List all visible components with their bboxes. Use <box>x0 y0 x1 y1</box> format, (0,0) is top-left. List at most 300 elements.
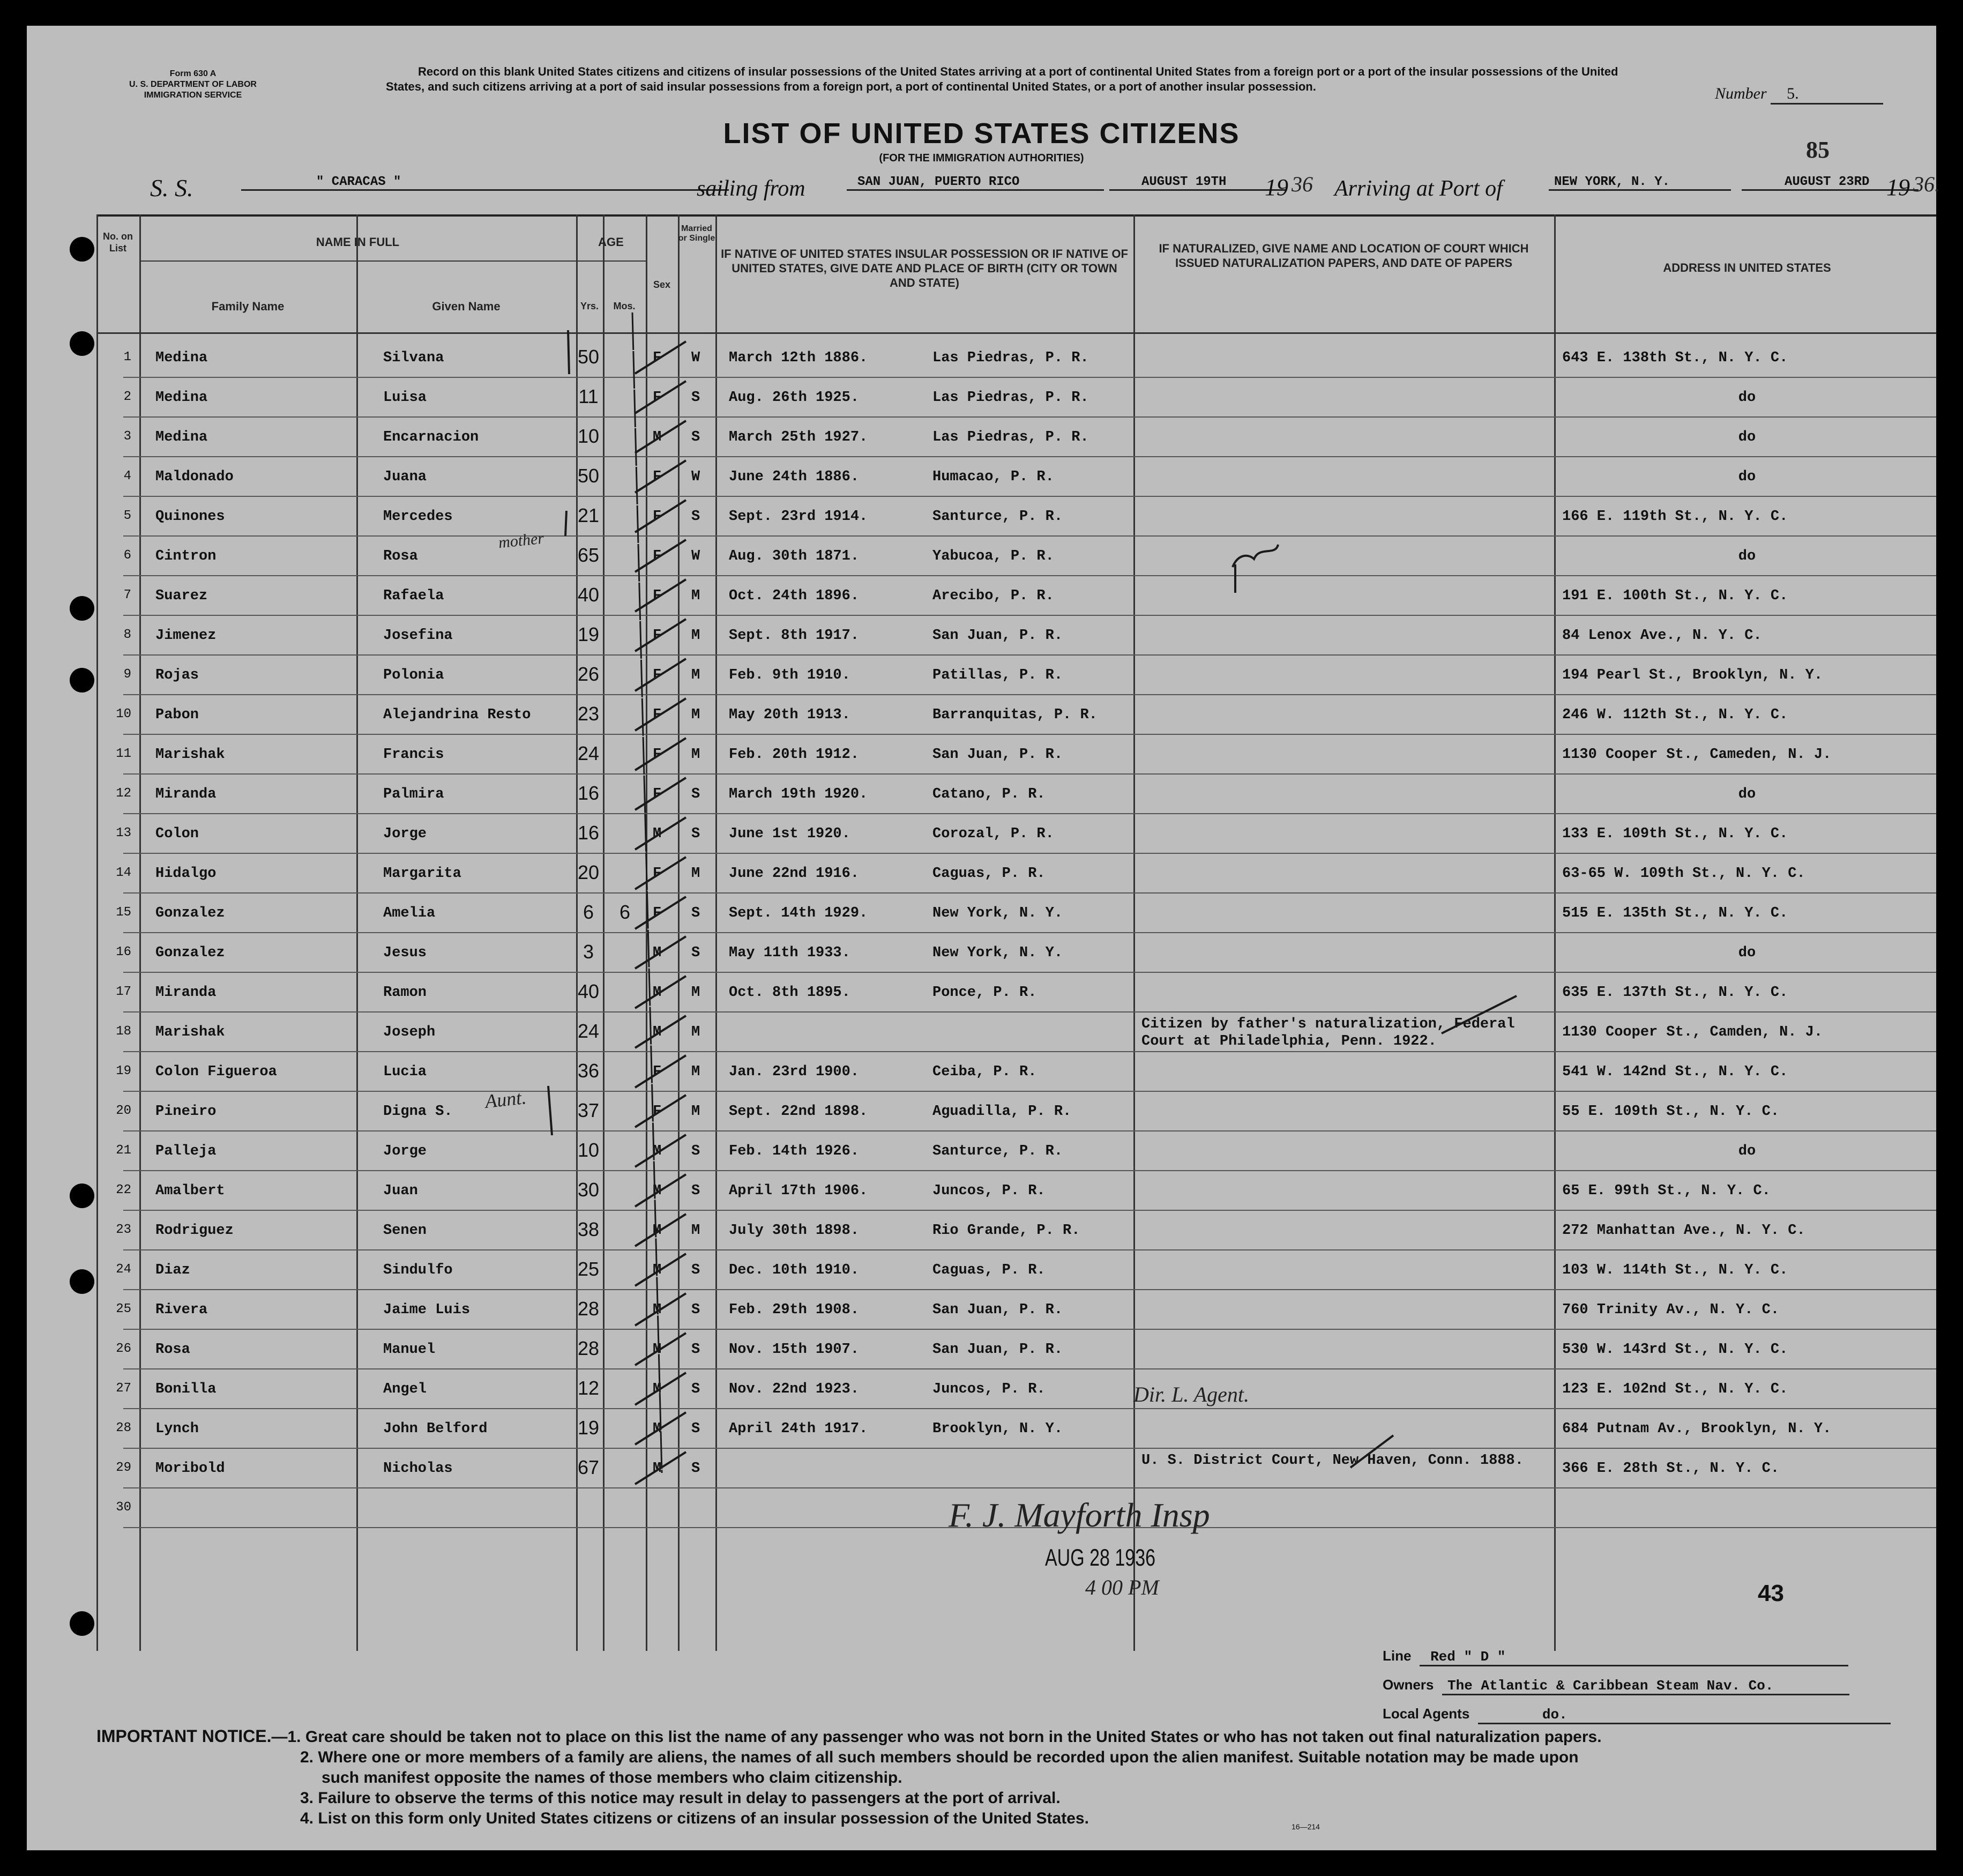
marital-status: S <box>691 1143 700 1159</box>
row-number: 4 <box>123 469 131 483</box>
given-name: Silvana <box>383 350 444 366</box>
ship-name: " CARACAS " <box>241 175 729 191</box>
birth-place: Humacao, P. R. <box>932 469 1054 485</box>
given-name: Nicholas <box>383 1461 453 1477</box>
age-years: 19 <box>577 623 600 645</box>
col-yrs: Yrs. <box>580 301 599 311</box>
address: do <box>1738 548 1756 564</box>
birth-date: April 24th 1917. <box>729 1421 868 1437</box>
sex: F <box>653 747 662 763</box>
sex: M <box>653 1342 662 1358</box>
birth-place: San Juan, P. R. <box>932 747 1063 763</box>
sex: F <box>653 905 662 921</box>
birth-date: Feb. 9th 1910. <box>729 667 850 683</box>
birth-place: Rio Grande, P. R. <box>932 1223 1080 1239</box>
notice-3: 3. Failure to observe the terms of this notice may result in delay to passengers at the port of arrival. <box>300 1789 1061 1807</box>
sex: M <box>653 945 662 961</box>
number-label: Number <box>1715 85 1767 102</box>
row-number: 21 <box>116 1143 131 1158</box>
age-years: 16 <box>577 782 600 804</box>
family-name: Miranda <box>155 985 217 1001</box>
row-number: 15 <box>116 905 131 920</box>
family-name: Miranda <box>155 786 217 802</box>
birth-date: July 30th 1898. <box>729 1223 860 1239</box>
owners-label: Owners <box>1383 1677 1434 1693</box>
given-name: Rosa <box>383 548 418 564</box>
sex: M <box>653 1024 662 1040</box>
sex: M <box>653 1183 662 1199</box>
address: 643 E. 138th St., N. Y. C. <box>1562 350 1788 366</box>
given-name: John Belford <box>383 1421 488 1437</box>
important-notice <box>96 1726 1929 1829</box>
address: 515 E. 135th St., N. Y. C. <box>1562 905 1788 921</box>
family-name: Bonilla <box>155 1381 217 1397</box>
marital-status: M <box>691 1223 700 1239</box>
row-number: 14 <box>116 866 131 880</box>
birth-place: Las Piedras, P. R. <box>932 429 1089 445</box>
address: 530 W. 143rd St., N. Y. C. <box>1562 1342 1788 1358</box>
birth-place: Patillas, P. R. <box>932 667 1063 683</box>
age-years: 23 <box>577 703 600 725</box>
birth-date: Jan. 23rd 1900. <box>729 1064 860 1080</box>
row-number: 26 <box>116 1342 131 1356</box>
birth-place: San Juan, P. R. <box>932 1342 1063 1358</box>
given-name: Palmira <box>383 786 444 802</box>
family-name: Medina <box>155 429 208 445</box>
birth-place: Ponce, P. R. <box>932 985 1037 1001</box>
row-number: 3 <box>123 429 131 444</box>
note-aunt: Aunt. <box>484 1086 527 1112</box>
birth-place: Ceiba, P. R. <box>932 1064 1037 1080</box>
notice-1: —1. Great care should be taken not to place on this list the name of any passenger who was not born in the United States or who has not taken out final naturalization papers. <box>271 1728 1602 1746</box>
col-name-in-full: NAME IN FULL <box>316 235 400 249</box>
given-name: Francis <box>383 747 444 763</box>
marital-status: M <box>691 1104 700 1120</box>
row-number: 13 <box>116 826 131 840</box>
sex: M <box>653 429 662 445</box>
manifest-sheet <box>27 26 1940 1850</box>
age-years: 36 <box>577 1060 600 1082</box>
birth-date: March 25th 1927. <box>729 429 868 445</box>
arrive-date: AUGUST 23RD <box>1742 175 1919 191</box>
row-number: 25 <box>116 1302 131 1316</box>
family-name: Cintron <box>155 548 217 564</box>
birth-place: Las Piedras, P. R. <box>932 390 1089 406</box>
family-name: Hidalgo <box>155 866 217 882</box>
sex: M <box>653 1223 662 1239</box>
sex: F <box>653 390 662 406</box>
page-subtitle: (FOR THE IMMIGRATION AUTHORITIES) <box>879 152 1084 164</box>
col-given-name: Given Name <box>432 300 501 313</box>
to-port: NEW YORK, N. Y. <box>1549 175 1731 191</box>
row-number: 28 <box>116 1421 131 1435</box>
birth-date: Feb. 29th 1908. <box>729 1302 860 1318</box>
birth-place: San Juan, P. R. <box>932 628 1063 644</box>
row-number: 9 <box>123 667 131 682</box>
row-number: 12 <box>116 786 131 801</box>
notice-heading: IMPORTANT NOTICE. <box>96 1726 272 1746</box>
birth-place: Arecibo, P. R. <box>932 588 1054 604</box>
birth-place: New York, N. Y. <box>932 905 1063 921</box>
family-name: Suarez <box>155 588 208 604</box>
given-name: Alejandrina Resto <box>383 707 531 723</box>
age-years: 50 <box>577 465 600 487</box>
sex: M <box>653 1421 662 1437</box>
birth-place: Brooklyn, N. Y. <box>932 1421 1063 1437</box>
marital-status: M <box>691 628 700 644</box>
birth-date: May 20th 1913. <box>729 707 850 723</box>
row-number: 11 <box>116 747 131 761</box>
col-no-on-list: No. on List <box>103 231 133 254</box>
birth-place: Caguas, P. R. <box>932 866 1046 882</box>
given-name: Digna S. <box>383 1104 453 1120</box>
row-number: 16 <box>116 945 131 959</box>
notice-2b: such manifest opposite the names of those members who claim citizenship. <box>322 1769 902 1786</box>
age-years: 3 <box>583 941 594 963</box>
sex: F <box>653 786 662 802</box>
row-number: 30 <box>116 1500 131 1515</box>
given-name: Lucia <box>383 1064 427 1080</box>
address: 1130 Cooper St., Cameden, N. J. <box>1562 747 1832 763</box>
row-number: 5 <box>123 509 131 523</box>
birth-date: Feb. 14th 1926. <box>729 1143 860 1159</box>
age-years: 67 <box>577 1456 600 1478</box>
row-number: 10 <box>116 707 131 721</box>
birth-date: June 24th 1886. <box>729 469 860 485</box>
family-name: Medina <box>155 350 208 366</box>
age-years: 10 <box>577 425 600 447</box>
footer-agents-field <box>1383 1706 1891 1724</box>
instructions: Record on this blank United States citizens and citizens of insular possessions of the United States arriving at a port of continental United States from a foreign port or a port of the insular possessions of the United States, and such citizens arriving at a port of said insular possessions from a foreign port, a port of continental United States, or a port of another insular possession. <box>386 65 1618 93</box>
birth-date: Dec. 10th 1910. <box>729 1262 860 1278</box>
birth-date: Sept. 8th 1917. <box>729 628 860 644</box>
ss-label: S. S. <box>150 174 193 202</box>
service: IMMIGRATION SERVICE <box>144 91 242 100</box>
given-name: Joseph <box>383 1024 436 1040</box>
birth-date: May 11th 1933. <box>729 945 850 961</box>
birth-place: Santurce, P. R. <box>932 1143 1063 1159</box>
inspector-signature: F. J. Mayforth Insp <box>949 1496 1210 1534</box>
family-name: Rosa <box>155 1342 190 1358</box>
family-name: Marishak <box>155 1024 225 1040</box>
birth-date: Nov. 22nd 1923. <box>729 1381 860 1397</box>
birth-place: Santurce, P. R. <box>932 509 1063 525</box>
given-name: Sindulfo <box>383 1262 453 1278</box>
family-name: Gonzalez <box>155 945 225 961</box>
address: 1130 Cooper St., Camden, N. J. <box>1562 1024 1823 1040</box>
page-number-top: 85 <box>1806 137 1830 163</box>
given-name: Luisa <box>383 390 427 406</box>
arriving-label: Arriving at Port of <box>1334 176 1503 201</box>
row-number: 29 <box>116 1461 131 1475</box>
sex: F <box>653 628 662 644</box>
marital-status: M <box>691 667 700 683</box>
age-years: 40 <box>577 584 600 606</box>
age-years: 40 <box>577 980 600 1002</box>
arrive-year-prefix: 19 <box>1886 174 1910 200</box>
col-sex: Sex <box>653 279 671 290</box>
age-years: 65 <box>577 544 600 566</box>
birth-date: Feb. 20th 1912. <box>729 747 860 763</box>
arrival-stamp-date: AUG 28 1936 <box>1045 1545 1156 1572</box>
given-name: Polonia <box>383 667 444 683</box>
agents-value: do. <box>1478 1707 1891 1724</box>
sex: M <box>653 1143 662 1159</box>
address: 541 W. 142nd St., N. Y. C. <box>1562 1064 1788 1080</box>
age-years: 28 <box>577 1298 600 1320</box>
age-years: 38 <box>577 1218 600 1240</box>
given-name: Rafaela <box>383 588 444 604</box>
address: 191 E. 100th St., N. Y. C. <box>1562 588 1788 604</box>
row-number: 1 <box>123 350 131 364</box>
family-name: Palleja <box>155 1143 217 1159</box>
naturalization: Citizen by father's naturalization, Federal Court at Philadelphia, Penn. 1922. <box>1141 1016 1515 1049</box>
depart-year: 36 <box>1292 172 1313 196</box>
from-port: SAN JUAN, PUERTO RICO <box>847 175 1104 191</box>
row-number: 8 <box>123 628 131 642</box>
marital-status: M <box>691 707 700 723</box>
marital-status: S <box>691 429 700 445</box>
col-birth: IF NATIVE OF UNITED STATES INSULAR POSSESSION OR IF NATIVE OF UNITED STATES, GIVE DATE AND PLACE OF BIRTH (CITY OR TOWN AND STATE) <box>721 247 1128 289</box>
col-married-single: Married or Single <box>678 224 715 243</box>
address: 246 W. 112th St., N. Y. C. <box>1562 707 1788 723</box>
sex: F <box>653 667 662 683</box>
birth-date: Sept. 14th 1929. <box>729 905 868 921</box>
family-name: Amalbert <box>155 1183 225 1199</box>
family-name: Diaz <box>155 1262 190 1278</box>
agents-label: Local Agents <box>1383 1706 1470 1722</box>
form-id: Form 630 A <box>169 69 217 78</box>
birth-place: Las Piedras, P. R. <box>932 350 1089 366</box>
row-number: 27 <box>116 1381 131 1396</box>
given-name: Ramon <box>383 985 427 1001</box>
marital-status: S <box>691 1302 700 1318</box>
depart-year-prefix: 19 <box>1265 174 1288 200</box>
line-label: Line <box>1383 1648 1412 1664</box>
marital-status: S <box>691 390 700 406</box>
sex: F <box>653 1064 662 1080</box>
given-name: Manuel <box>383 1342 436 1358</box>
address: 272 Manhattan Ave., N. Y. C. <box>1562 1223 1805 1239</box>
birth-place: Yabucoa, P. R. <box>932 548 1054 564</box>
row-number: 18 <box>116 1024 131 1039</box>
address: 166 E. 119th St., N. Y. C. <box>1562 509 1788 525</box>
marital-status: S <box>691 1381 700 1397</box>
marital-status: M <box>691 866 700 882</box>
family-name: Lynch <box>155 1421 199 1437</box>
address: 194 Pearl St., Brooklyn, N. Y. <box>1562 667 1823 683</box>
family-name: Rodriguez <box>155 1223 234 1239</box>
age-years: 20 <box>577 861 600 883</box>
marital-status: S <box>691 826 700 842</box>
marital-status: S <box>691 905 700 921</box>
sex: F <box>653 509 662 525</box>
arrival-stamp-time: 4 00 PM <box>1085 1575 1159 1599</box>
address: 103 W. 114th St., N. Y. C. <box>1562 1262 1788 1278</box>
sex: F <box>653 1104 662 1120</box>
sex: F <box>653 588 662 604</box>
sex: F <box>653 469 662 485</box>
address: 65 E. 99th St., N. Y. C. <box>1562 1183 1771 1199</box>
address: 123 E. 102nd St., N. Y. C. <box>1562 1381 1788 1397</box>
note-mother: mother <box>497 529 545 552</box>
marital-status: M <box>691 1024 700 1040</box>
birth-place: Barranquitas, P. R. <box>932 707 1098 723</box>
sex: M <box>653 1461 662 1477</box>
notice-2a: 2. Where one or more members of a family are aliens, the names of all such members should be recorded upon the alien manifest. Suitable notation may be made upon <box>300 1748 1579 1766</box>
birth-date: April 17th 1906. <box>729 1183 868 1199</box>
given-name: Jaime Luis <box>383 1302 471 1318</box>
col-naturalized: IF NATURALIZED, GIVE NAME AND LOCATION OF COURT WHICH ISSUED NATURALIZATION PAPERS, AND DATE OF PAPERS <box>1159 242 1529 270</box>
marital-status: S <box>691 1342 700 1358</box>
marital-status: S <box>691 1183 700 1199</box>
sex: F <box>653 548 662 564</box>
birth-date: Oct. 24th 1896. <box>729 588 860 604</box>
marital-status: W <box>691 469 700 485</box>
birth-date: March 19th 1920. <box>729 786 868 802</box>
family-name: Colon <box>155 826 199 842</box>
address: 684 Putnam Av., Brooklyn, N. Y. <box>1562 1421 1832 1437</box>
age-years: 50 <box>577 346 600 368</box>
marital-status: S <box>691 1421 700 1437</box>
marital-status: S <box>691 1461 700 1477</box>
birth-date: June 1st 1920. <box>729 826 850 842</box>
depart-date: AUGUST 19TH <box>1109 175 1286 191</box>
address: 84 Lenox Ave., N. Y. C. <box>1562 628 1762 644</box>
marital-status: W <box>691 548 700 564</box>
row-number: 17 <box>116 985 131 999</box>
marital-status: M <box>691 588 700 604</box>
marital-status: M <box>691 1064 700 1080</box>
address: 635 E. 137th St., N. Y. C. <box>1562 985 1788 1001</box>
address: 760 Trinity Av., N. Y. C. <box>1562 1302 1780 1318</box>
print-code: 16—214 <box>1292 1822 1320 1831</box>
age-years: 6 <box>583 901 594 923</box>
given-name: Jesus <box>383 945 427 961</box>
sex: M <box>653 826 662 842</box>
family-name: Medina <box>155 390 208 406</box>
col-age: AGE <box>598 235 624 249</box>
family-name: Jimenez <box>155 628 217 644</box>
age-years: 37 <box>577 1099 600 1121</box>
age-years: 10 <box>577 1139 600 1161</box>
given-name: Margarita <box>383 866 461 882</box>
arrive-year: 36. <box>1913 172 1940 196</box>
age-years: 12 <box>577 1377 600 1399</box>
marital-status: S <box>691 945 700 961</box>
notice-line-1 <box>96 1726 1929 1747</box>
family-name: Marishak <box>155 747 225 763</box>
family-name: Rojas <box>155 667 199 683</box>
address: do <box>1738 786 1756 802</box>
birth-date: March 12th 1886. <box>729 350 868 366</box>
sex: M <box>653 1381 662 1397</box>
family-name: Quinones <box>155 509 225 525</box>
marital-status: M <box>691 985 700 1001</box>
page-title: LIST OF UNITED STATES CITIZENS <box>723 117 1240 150</box>
address: do <box>1738 469 1756 485</box>
birth-date: Sept. 23rd 1914. <box>729 509 868 525</box>
age-years: 26 <box>577 663 600 685</box>
sex: F <box>653 707 662 723</box>
number-value: 5. <box>1771 85 1883 105</box>
col-mos: Mos. <box>613 301 636 311</box>
row-number: 22 <box>116 1183 131 1197</box>
sailing-label: sailing from <box>697 176 805 201</box>
note-agent: Dir. L. Agent. <box>1133 1382 1249 1406</box>
col-family-name: Family Name <box>211 300 285 313</box>
birth-date: Aug. 30th 1871. <box>729 548 860 564</box>
family-name: Pabon <box>155 707 199 723</box>
age-years: 11 <box>578 385 599 407</box>
birth-date: Sept. 22nd 1898. <box>729 1104 868 1120</box>
family-name: Colon Figueroa <box>155 1064 277 1080</box>
birth-place: Caguas, P. R. <box>932 1262 1046 1278</box>
age-years: 25 <box>577 1258 600 1280</box>
age-years: 16 <box>577 822 600 844</box>
age-months: 6 <box>619 901 631 923</box>
row-number: 23 <box>116 1223 131 1237</box>
birth-place: Aguadilla, P. R. <box>932 1104 1072 1120</box>
sex: M <box>653 1302 662 1318</box>
address: do <box>1738 390 1756 406</box>
given-name: Mercedes <box>383 509 453 525</box>
sex: F <box>653 350 662 366</box>
marital-status: S <box>691 509 700 525</box>
family-name: Moribold <box>155 1461 225 1477</box>
birth-place: Corozal, P. R. <box>932 826 1054 842</box>
given-name: Amelia <box>383 905 436 921</box>
row-number: 19 <box>116 1064 131 1078</box>
sex: M <box>653 985 662 1001</box>
birth-date: Aug. 26th 1925. <box>729 390 860 406</box>
age-years: 24 <box>577 742 600 764</box>
page-number-bottom: 43 <box>1758 1580 1784 1606</box>
address: 133 E. 109th St., N. Y. C. <box>1562 826 1788 842</box>
age-years: 24 <box>577 1020 600 1042</box>
birth-place: Juncos, P. R. <box>932 1183 1046 1199</box>
family-name: Gonzalez <box>155 905 225 921</box>
sex: M <box>653 1262 662 1278</box>
address: do <box>1738 429 1756 445</box>
given-name: Jorge <box>383 826 427 842</box>
birth-place: Juncos, P. R. <box>932 1381 1046 1397</box>
given-name: Josefina <box>383 628 453 644</box>
marital-status: S <box>691 1262 700 1278</box>
family-name: Rivera <box>155 1302 208 1318</box>
col-address: ADDRESS IN UNITED STATES <box>1663 261 1831 274</box>
birth-date: June 22nd 1916. <box>729 866 860 882</box>
given-name: Encarnacion <box>383 429 479 445</box>
marital-status: M <box>691 747 700 763</box>
line-value: Red " D " <box>1420 1649 1848 1666</box>
birth-date: Nov. 15th 1907. <box>729 1342 860 1358</box>
birth-date: Oct. 8th 1895. <box>729 985 850 1001</box>
marital-status: W <box>691 350 700 366</box>
age-years: 19 <box>577 1417 600 1439</box>
age-years: 28 <box>577 1337 600 1359</box>
age-years: 30 <box>577 1179 600 1201</box>
address: do <box>1738 1143 1756 1159</box>
birth-place: New York, N. Y. <box>932 945 1063 961</box>
given-name: Juana <box>383 469 427 485</box>
footer-owners-field <box>1383 1677 1849 1695</box>
marital-status: S <box>691 786 700 802</box>
row-number: 24 <box>116 1262 131 1277</box>
family-name: Pineiro <box>155 1104 217 1120</box>
sex: F <box>653 866 662 882</box>
notice-4: 4. List on this form only United States citizens or citizens of an insular possession of the United States. <box>300 1810 1089 1827</box>
